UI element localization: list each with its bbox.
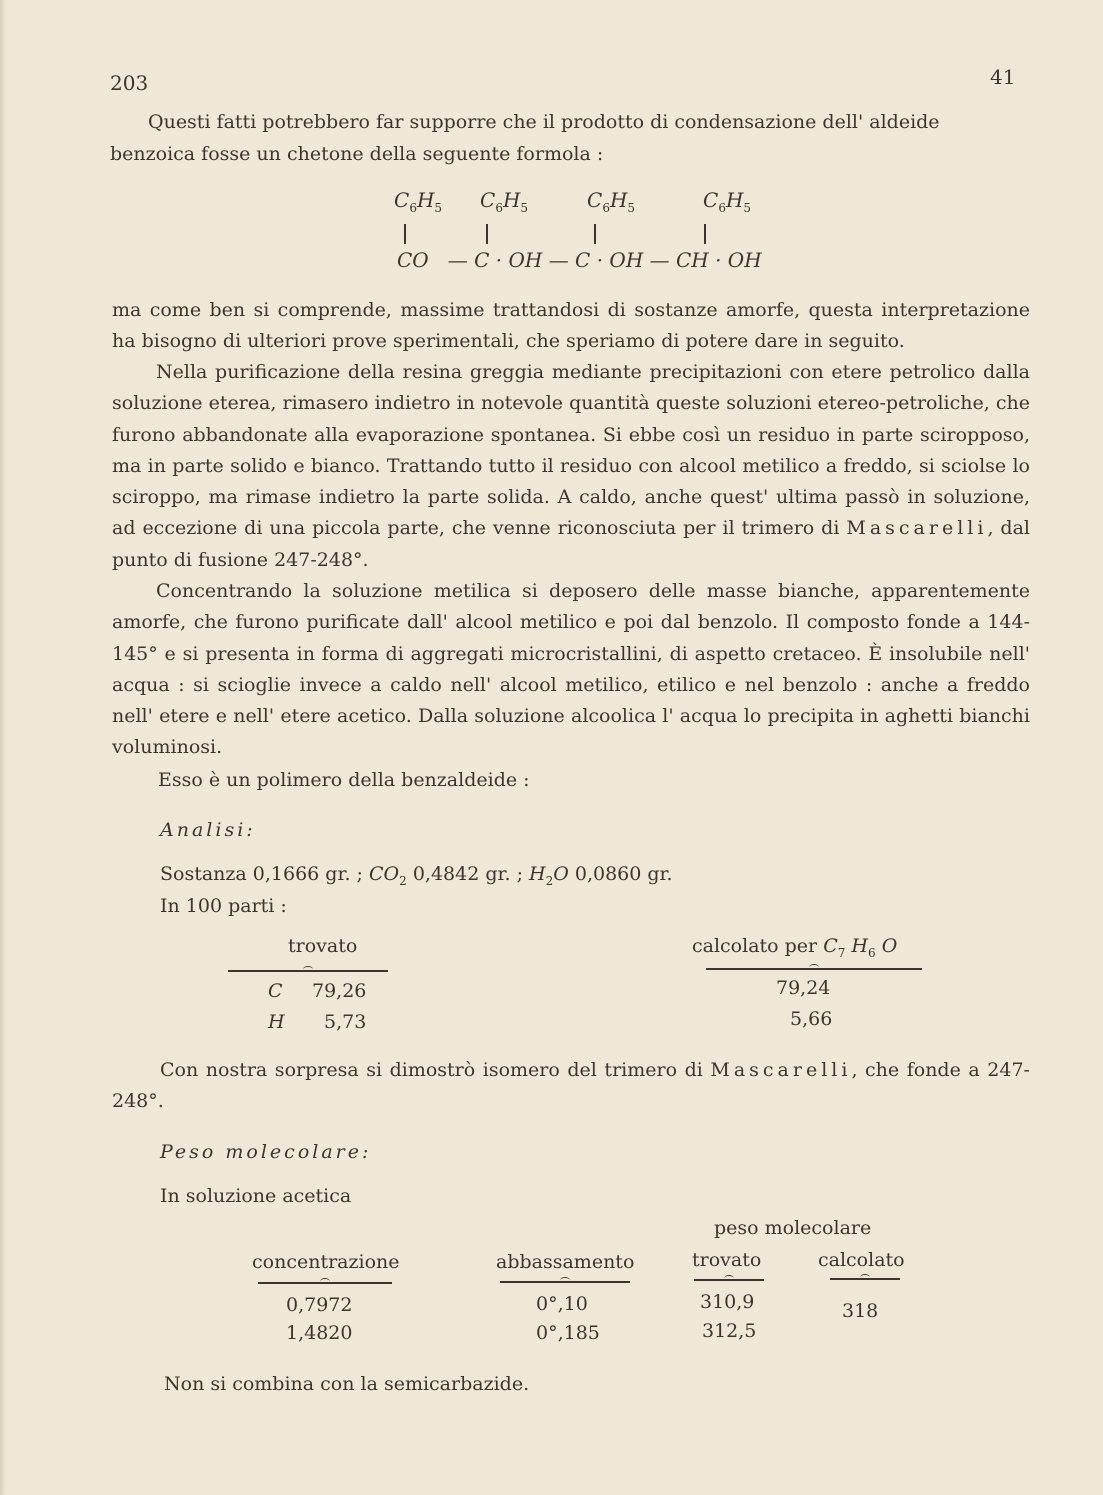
analisi-calc-brace: [706, 968, 922, 970]
peso-abb-value: 0°,185: [536, 1322, 600, 1344]
peso-calc-value: 318: [842, 1300, 879, 1322]
peso-calc-brace: [830, 1278, 900, 1280]
peso-col-abb: abbassamento: [496, 1251, 635, 1273]
formula-group-4: $C_6H_5$: [703, 188, 752, 215]
formula-bond-3: [594, 224, 596, 244]
analisi-found-brace: [228, 970, 388, 972]
paragraph-purification: Nella purificazione della resina greggia mediante precipitazioni con etere petrolico dalla soluzione eterea, rimasero indietro in notevole quantità queste soluzioni etereo-petroliche, che furono abbandonate alla evaporazione spontanea. Si ebbe così un residuo in parte sciropposo, ma in parte solido e bianco. Trattando tutto il residuo con alcool metilico a freddo, si sciolse lo sciroppo, ma rimase indietro la parte solida. A caldo, anche quest' ultima passò in soluzione, ad eccezione di una piccola parte, che venne riconosciuta per il trimero di Mascarelli, dal punto di fusione 247-248°.: [112, 361, 1030, 571]
peso-conc-value: 0,7972: [286, 1294, 353, 1316]
analisi-col-found: trovato: [288, 935, 358, 957]
formula-bond-1: [404, 224, 406, 244]
analisi-found-value: 5,73: [324, 1011, 367, 1033]
peso-solvent-label: In soluzione acetica: [160, 1185, 352, 1207]
analisi-data-line: Sostanza 0,1666 gr. ; $CO_2$ 0,4842 gr. ; $H_2O$ 0,0860 gr.: [160, 863, 673, 888]
peso-found-brace: [694, 1279, 764, 1281]
paragraph-isomer: Con nostra sorpresa si dimostrò isomero del trimero di Mascarelli, che fonde a 247-248°.: [112, 1059, 1030, 1113]
formula-group-3: $C_6H_5$: [587, 188, 636, 215]
analisi-col-calc: calcolato per $C_7$ $H_6$ O: [692, 935, 898, 960]
peso-col-found: trovato: [692, 1249, 762, 1271]
intro-line-1: Questi fatti potrebbero far supporre che il prodotto di condensazione dell' aldeide: [148, 111, 940, 133]
paragraph-interpretation: ma come ben si comprende, massime trattandosi di sostanze amorfe, questa interpretazione ha bisogno di ulteriori prove sperimentali, che speriamo di potere dare in seguito.: [112, 299, 1030, 353]
paragraph-polymer: Esso è un polimero della benzaldeide :: [158, 769, 530, 791]
page-number-left: 203: [110, 71, 149, 95]
peso-found-value: 312,5: [702, 1320, 757, 1342]
peso-conc-brace: [258, 1282, 392, 1284]
formula-group-1: $C_6H_5$: [394, 188, 443, 215]
formula-bottom-line: CO — C · OH — C · OH — CH · OH: [397, 248, 762, 272]
formula-bond-2: [486, 224, 488, 244]
analisi-calc-value: 5,66: [790, 1008, 833, 1030]
peso-group-header: peso molecolare: [714, 1217, 872, 1239]
analisi-element: C: [268, 980, 283, 1002]
intro-line-2: benzoica fosse un chetone della seguente formola :: [110, 143, 604, 165]
peso-abb-brace: [500, 1281, 630, 1283]
analisi-element: H: [268, 1011, 285, 1033]
analisi-calc-value: 79,24: [776, 977, 831, 999]
page-spine-shadow: [0, 0, 6, 1495]
peso-abb-value: 0°,10: [536, 1293, 588, 1315]
formula-bond-4: [704, 224, 706, 244]
peso-heading: Peso molecolare:: [160, 1141, 372, 1163]
paragraph-compound: Concentrando la soluzione metilica si deposero delle masse bianche, apparentemente amorfe, che furono purificate dall' alcool metilico e poi dal benzolo. Il composto fonde a 144-145° e si presenta in forma di aggregati microcristallini, di aspetto cretaceo. È insolubile nell' acqua : si scioglie invece a caldo nell' alcool metilico, etilico e nel benzolo : anche a freddo nell' etere e nell' etere acetico. Dalla soluzione alcoolica l' acqua lo precipita in aghetti bianchi voluminosi.: [112, 580, 1030, 759]
analisi-parts-label: In 100 parti :: [160, 895, 287, 917]
closing-sentence: Non si combina con la semicarbazide.: [164, 1373, 530, 1395]
formula-group-2: $C_6H_5$: [480, 188, 529, 215]
analisi-heading: Analisi:: [160, 819, 256, 841]
page-number-right: 41: [990, 65, 1016, 89]
peso-col-conc: concentrazione: [252, 1251, 400, 1273]
peso-found-value: 310,9: [700, 1291, 755, 1313]
peso-col-calc: calcolato: [818, 1249, 905, 1271]
peso-conc-value: 1,4820: [286, 1322, 353, 1344]
analisi-found-value: 79,26: [312, 980, 367, 1002]
